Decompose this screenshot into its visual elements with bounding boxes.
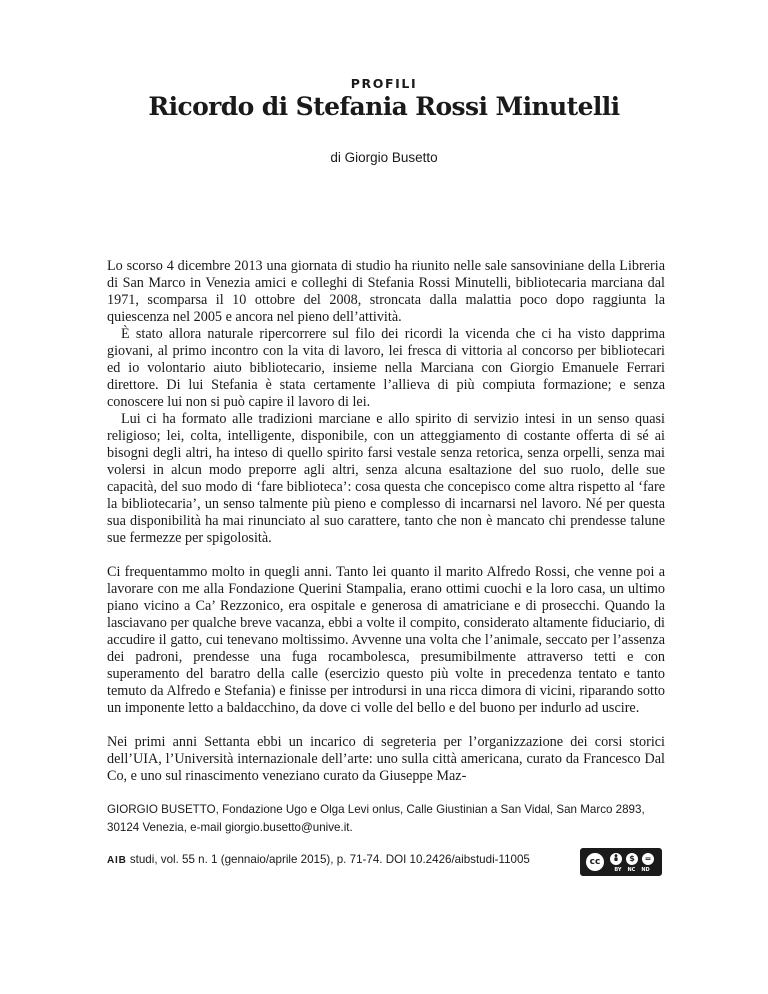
paragraph: Lui ci ha formato alle tradizioni marciane e allo spirito di servizio intesi in un senso quasi religioso; lei, colta, intelligente, disponibile, con un atteggiamento di costante offerta di sé ai bisogni degli altri, ha inteso di quello spirito farsi vestale senza retorica, senza orpelli, senza mai volersi in alcun modo preporre agli altri, senza alcuna esaltazione del suo ruolo, delle sue capacità, del suo modo di ‘fare biblioteca’: cosa questa che concepisco come altra rispetto al ‘fare la bibliotecaria’, un senso talmente più pieno e complesso di incarnarsi nel lavoro. Né per questa sua disponibilità ha mai rinunciato al suo carattere, tanto che non è mancato chi prendesse talune sue fermezze per spigolosità.	[107, 411, 665, 546]
citation-text: studi, vol. 55 n. 1 (gennaio/aprile 2015), p. 71-74. DOI 10.2426/aibstudi-11005	[126, 853, 530, 866]
section-gap	[107, 717, 665, 734]
license-label-by: BY	[614, 866, 622, 873]
license-label-nd: ND	[641, 866, 650, 873]
paragraph: Nei primi anni Settanta ebbi un incarico di segreteria per l’organizzazione dei corsi storici dell’UIA, l’Università internazionale dell’arte: uno sulla città americana, curato da Francesco Dal Co, e uno sul rinascimento veneziano curato da Giuseppe Maz-	[107, 734, 665, 784]
paragraph: È stato allora naturale ripercorrere sul filo dei ricordi la vicenda che ci ha visto dapprima giovani, al primo incontro con la vita di lavoro, lei fresca di vittoria al concorso per bibliotecari ed io volontario aiuto bibliotecario, insieme nella Marciana con Giorgio Emanuele Ferrari direttore. Di lui Stefania è stata certamente l’allieva di più compiuta formazione; e senza conoscere lui non si può capire il lavoro di lei.	[107, 326, 665, 410]
section-kicker: PROFILI	[350, 76, 418, 91]
nc-icon: $	[625, 852, 639, 866]
author-affiliation	[107, 801, 665, 837]
cc-terms	[609, 852, 655, 873]
affiliation-text: , Fondazione Ugo e Olga Levi onlus, Calle Giustinian a San Vidal, San Marco 2893, 30124 Venezia, e-mail giorgio.busetto@unive.it.	[107, 803, 645, 834]
aib-logo: AIB	[107, 855, 127, 866]
section-gap	[107, 547, 665, 564]
paragraph: Lo scorso 4 dicembre 2013 una giornata di studio ha riunito nelle sale sansoviniane della Libreria di San Marco in Venezia amici e colleghi di Stefania Rossi Minutelli, bibliotecaria marciana dal 1971, scomparsa il 10 ottobre del 2008, stroncata dalla malattia poco dopo raggiunta la quiescenza nel 2005 e ancora nel pieno dell’attività.	[107, 258, 665, 325]
author-name: GIORGIO BUSETTO	[107, 803, 216, 816]
paragraph: Ci frequentammo molto in quegli anni. Tanto lei quanto il marito Alfredo Rossi, che venne poi a lavorare con me alla Fondazione Querini Stampalia, erano ottimi cuochi e la loro casa, un ultimo piano vicino a Ca’ Rezzonico, era ospitale e generosa di amatriciane e di prosecchi. Quando la lasciavano per qualche breve vacanza, ebbi a volte il compito, considerato altamente fiduciario, di accudire il gatto, cui tenevano moltissimo. Avvenne una volta che l’animale, seccato per l’assenza dei padroni, prendesse una fuga rocambolesca, presumibilmente attraverso tetti e con superamento del baratro della calle (esercizio questo più volte in precedenza tentato e tanto temuto da Alfredo e Stefania) e finisse per introdursi in una ricca dimora di vicini, riparando sotto un imponente letto a baldacchino, da dove ci volle del bello e del buono per indurlo ad uscire.	[107, 564, 665, 716]
cc-icon: cc	[584, 851, 606, 873]
article-title: Ricordo di Stefania Rossi Minutelli	[148, 92, 620, 121]
nd-icon: =	[641, 852, 655, 866]
article-body	[107, 258, 665, 785]
license-label-nc: NC	[627, 866, 636, 873]
journal-citation	[107, 853, 577, 866]
person-icon	[609, 852, 623, 866]
cc-license-badge[interactable]	[580, 848, 662, 876]
byline: di Giorgio Busetto	[330, 150, 438, 165]
